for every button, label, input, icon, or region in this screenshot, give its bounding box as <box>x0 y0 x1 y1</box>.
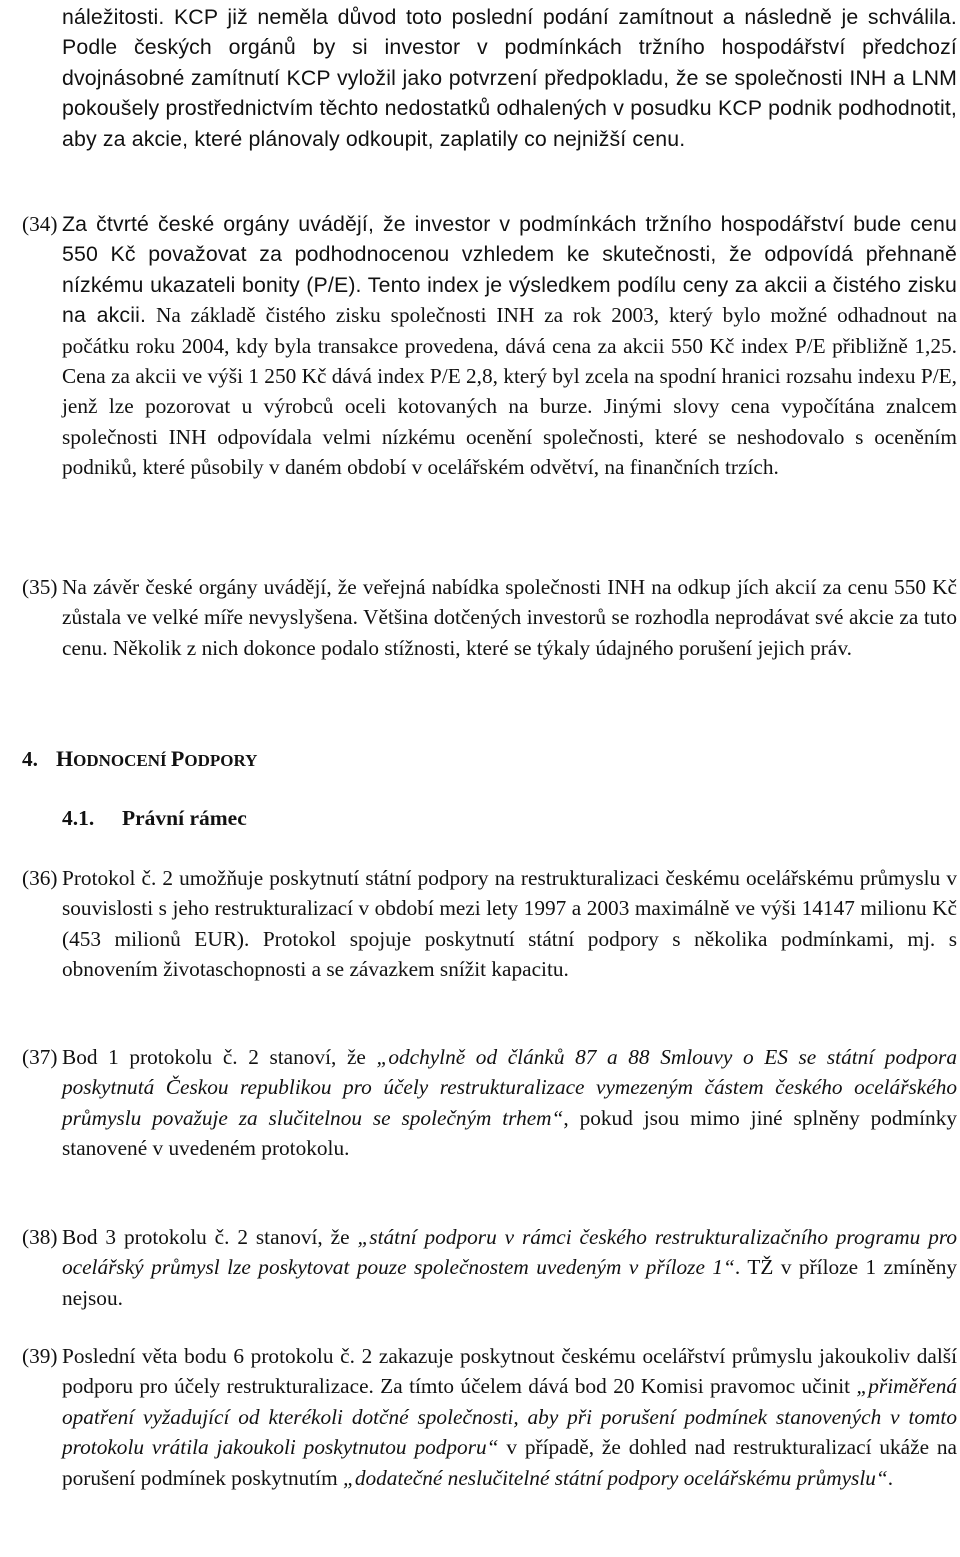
paragraph-number: (37) <box>22 1045 58 1069</box>
paragraph-37-quote: „odchylně od článků 87 a 88 Smlouvy o ES se státní podpora poskytnutá Českou republikou pro účely restrukturalizace vymezeným částem českého ocelářského průmyslu považuje za slučitelnou se společným trhem“ <box>62 1045 957 1130</box>
paragraph-34-text-serif: Na základě čistého zisku společnosti INH za rok 2003, který bylo možné odhadnout na počátku roku 2004, kdy byla transakce provedena, dává cena za akcii 550 Kč index P/E přibližně 1,25. Cena za akcii ve výši 1 250 Kč dává index P/E 2,8, který byl zcela na spodní hranici rozsahu indexu P/E, jenž lze pozorovat u výrobců oceli kotovaných na burze. Jinými slovy cena vypočítána znalcem společnosti INH odpovídala velmi nízkému ocenění společnosti, které se neshodovalo s oceněním podniků, které působily v daném období v ocelářském odvětví, na finančních trzích. <box>62 303 957 480</box>
paragraph-number: (38) <box>22 1225 58 1249</box>
paragraph-38-lead: Bod 3 protokolu č. 2 stanoví, že <box>62 1225 358 1249</box>
paragraph-36 <box>22 863 957 985</box>
paragraph-38-quote: „státní podporu v rámci českého restrukturalizačního programu pro ocelářský průmysl lze poskytovat pouze společnostem uvedeným v příloze 1“ <box>62 1225 957 1280</box>
paragraph-39-mid: v případě, že dohled nad restrukturalizací ukáže na porušení podmínek poskytnutím <box>62 1435 957 1490</box>
paragraph-34 <box>22 209 957 483</box>
paragraph-39-quote-1: „přiměřená opatření vyžadující od kterékoli dotčné společnosti, aby při porušení podmínek stanovených v tomto protokolu vrátila jakoukoli poskytnutou podporu“ <box>62 1374 957 1460</box>
section-number: 4. <box>22 747 38 771</box>
paragraph-38 <box>22 1222 957 1313</box>
paragraph-number: (36) <box>22 866 58 890</box>
subsection-title: Právní rámec <box>122 806 247 830</box>
paragraph-number: (39) <box>22 1344 58 1368</box>
paragraph-37 <box>22 1042 957 1164</box>
paragraph-34-text-sans: Za čtvrté české orgány uvádějí, že investor v podmínkách tržního hospodářství bude cenu 550 Kč považovat za podhodnocenou vzhledem ke skutečnosti, že odpovídá přehnaně nízkému ukazateli bonity (P/E). Tento index je výsledkem podílu ceny za akcii a čistého zisku na akcii. <box>62 212 957 328</box>
heading-rest-1: ODNOCENÍ <box>73 751 171 770</box>
paragraph-39-quote-2: „dodatečné neslučitelné státní podpory ocelářskému průmyslu“ <box>343 1465 888 1490</box>
heading-initial-h: H <box>56 746 74 771</box>
paragraph-37-lead: Bod 1 protokolu č. 2 stanoví, že <box>62 1045 377 1069</box>
section-heading <box>22 746 257 772</box>
paragraph-39-lead: Poslední věta bodu 6 protokolu č. 2 zakazuje poskytnout českému ocelářství průmyslu jakoukoliv další podporu pro účely restrukturalizace. Za tímto účelem dává bod 20 Komisi pravomoc učinit <box>62 1344 957 1399</box>
subsection-heading <box>62 806 247 831</box>
paragraph-36-text: Protokol č. 2 umožňuje poskytnutí státní podpory na restrukturalizaci českému ocelářskému průmyslu v souvislosti s jeho restrukturalizací v období mezi lety 1997 a 2003 maximálně ve výši 14147 milionu Kč (453 milionů EUR). Protokol spojuje poskytnutí státní podpory s několika podmínkami, mj. s obnovením životaschopnosti a se závazkem snížit kapacitu. <box>62 866 957 982</box>
heading-initial-p: P <box>170 746 185 771</box>
paragraph-35-text: Na závěr české orgány uvádějí, že veřejná nabídka společnosti INH na odkup jích akcií za cenu 550 Kč zůstala ve velké míře nevyslyšena. Většina dotčených investorů se rozhodla neprodávat své akcie za tuto cenu. Několik z nich dokonce podalo stížnosti, které se týkaly údajného porušení jejich práv. <box>62 575 957 660</box>
heading-rest-2: ODPORY <box>184 751 258 770</box>
paragraph-39 <box>22 1341 957 1493</box>
paragraph-38-tail: . TŽ v příloze 1 zmíněny nejsou. <box>62 1255 957 1310</box>
paragraph-number: (34) <box>22 212 58 236</box>
paragraph-37-tail: , pokud jsou mimo jiné splněny podmínky stanovené v uvedeném protokolu. <box>62 1105 957 1161</box>
subsection-number: 4.1. <box>62 806 95 830</box>
paragraph-continued: náležitosti. KCP již neměla důvod toto poslední podání zamítnout a následně je schválila. Podle českých orgánů by si investor v podmínkách tržního hospodářství předchozí dvojnásobné zamítnutí KCP vyložil jako potvrzení předpokladu, že se společnosti INH a LNM pokoušely prostřednictvím těchto nedostatků odhalených v posudku KCP podnik podhodnotit, aby za akcie, které plánovaly odkoupit, zaplatily co nejnižší cenu. <box>62 5 957 151</box>
paragraph-39-tail: . <box>887 1465 894 1490</box>
paragraph-number: (35) <box>22 575 58 599</box>
paragraph-35 <box>22 572 957 663</box>
